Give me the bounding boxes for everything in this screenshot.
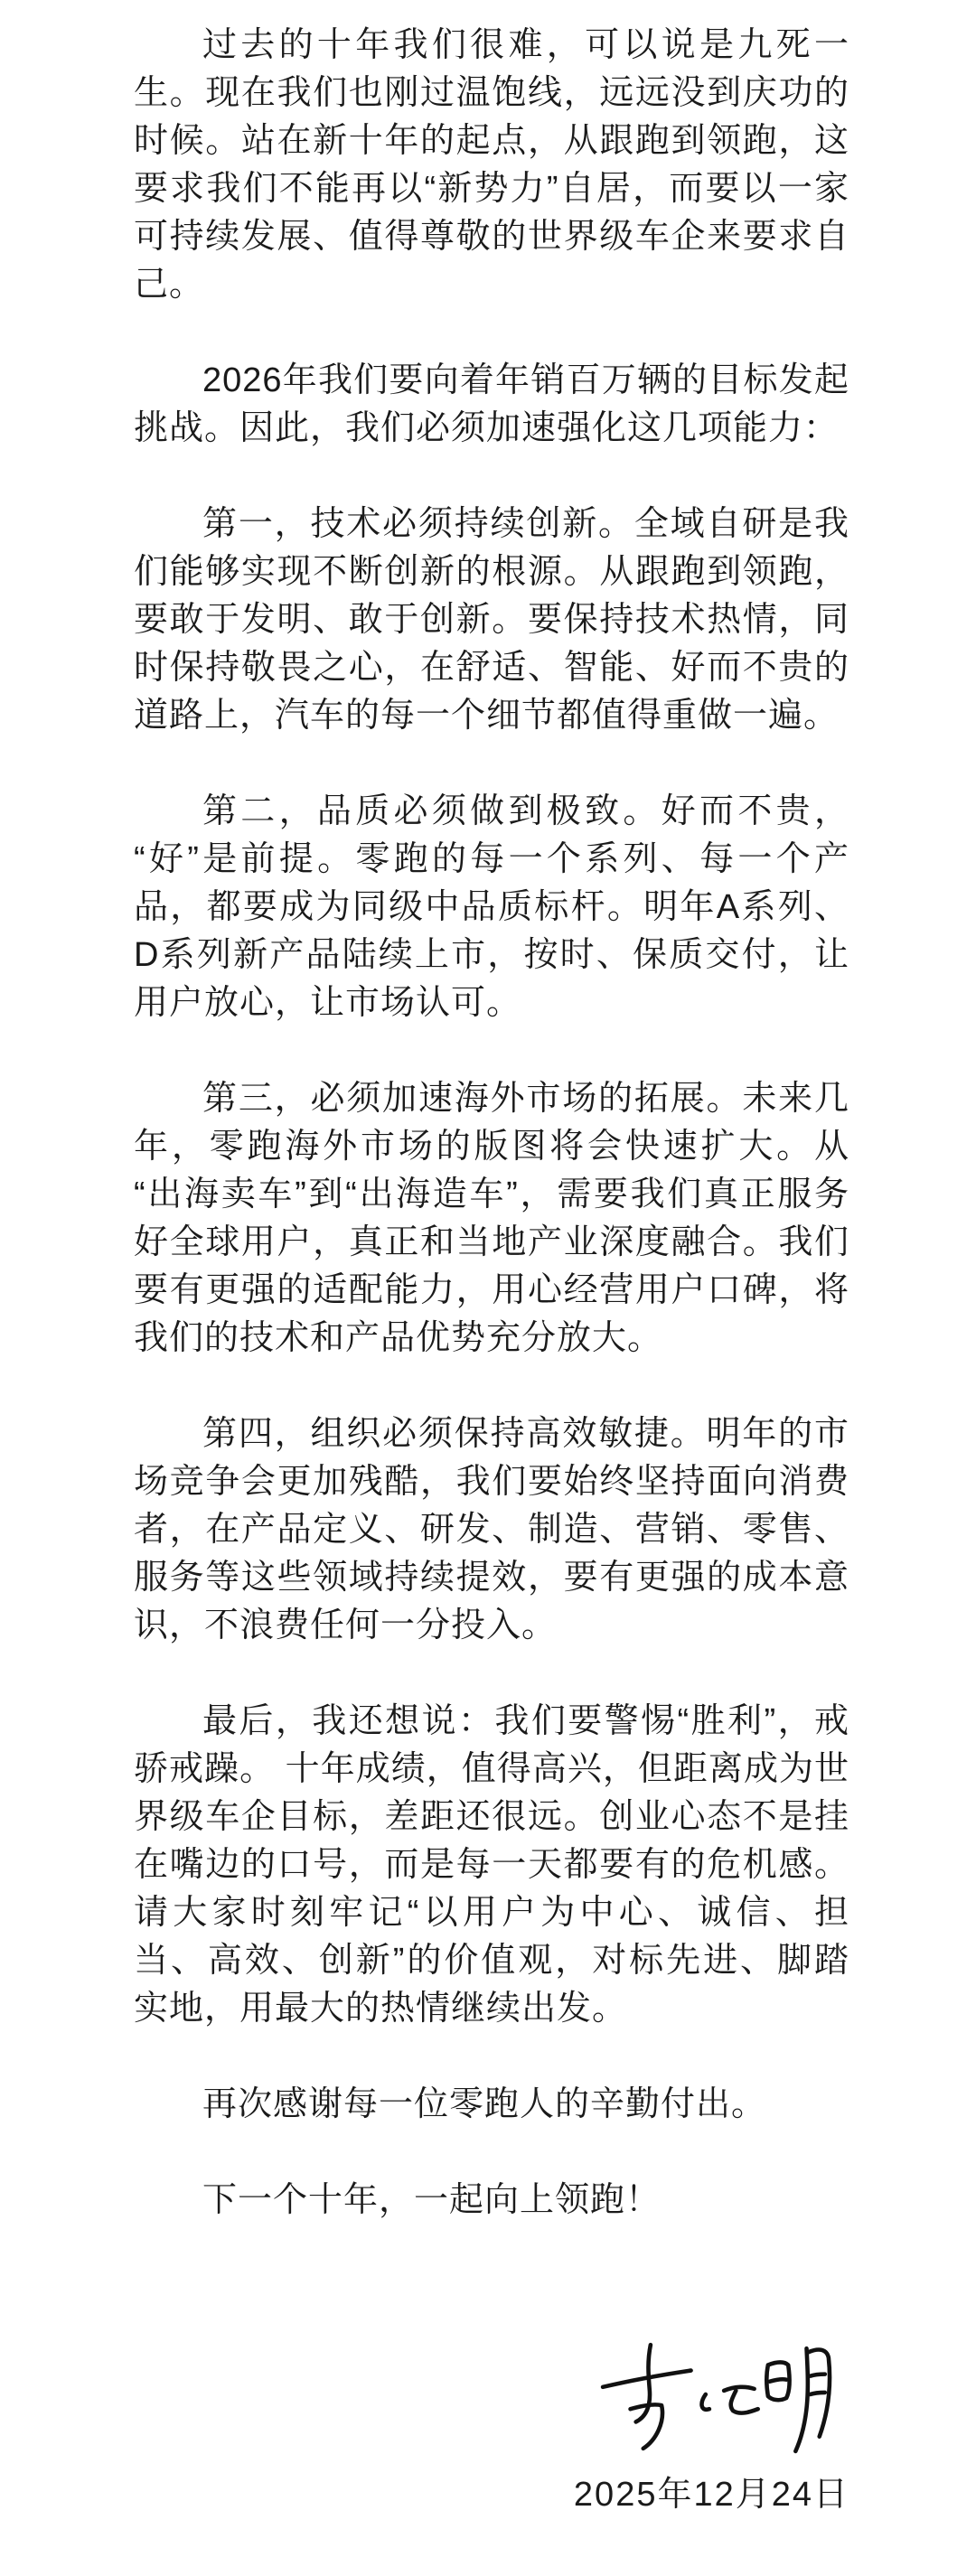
letter-document: [134, 22, 849, 2514]
letter-paragraph: 第三，必须加速海外市场的拓展。未来几年，零跑海外市场的版图将会快速扩大。从“出海卖车”到“出海造车”，需要我们真正服务好全球用户，真正和当地产业深度融合。我们要有更强的适配能力，用心经营用户口碑，将我们的技术和产品优势充分放大。: [134, 1080, 849, 1357]
letter-paragraph: 第一，技术必须持续创新。全域自研是我们能够实现不断创新的根源。从跟跑到领跑，要敢于发明、敢于创新。要保持技术热情，同时保持敬畏之心，在舒适、智能、好而不贵的道路上，汽车的每一个细节都值得重做一遍。: [134, 505, 849, 735]
letter-paragraph: 第四，组织必须保持高效敏捷。明年的市场竞争会更加残酷，我们要始终坚持面向消费者，在产品定义、研发、制造、营销、零售、服务等这些领域持续提效，要有更强的成本意识，不浪费任何一分投入。: [134, 1415, 849, 1644]
signature-handwriting-icon: [586, 2337, 848, 2457]
letter-paragraph: 2026年我们要向着年销百万辆的目标发起挑战。因此，我们必须加速强化这几项能力：: [134, 361, 849, 447]
letter-paragraph: 再次感谢每一位零跑人的辛勤付出。: [202, 2085, 767, 2123]
letter-paragraph: 第二，品质必须做到极致。好而不贵，“好”是前提。零跑的每一个系列、每一个产品，都要成为同级中品质标杆。明年A系列、D系列新产品陆续上市，按时、保质交付，让用户放心，让市场认可。: [134, 792, 849, 1022]
signature-block: [134, 2337, 849, 2514]
letter-paragraph: 下一个十年，一起向上领跑！: [202, 2181, 662, 2219]
letter-date: 2025年12月24日: [573, 2476, 849, 2514]
letter-paragraph: 过去的十年我们很难，可以说是九死一生。现在我们也刚过温饱线，远远没到庆功的时候。站在新十年的起点，从跟跑到领跑，这要求我们不能再以“新势力”自居，而要以一家可持续发展、值得尊敬的世界级车企来要求自己。: [134, 26, 849, 304]
letter-paragraph: 最后，我还想说：我们要警惕“胜利”，戒骄戒躁。 十年成绩，值得高兴，但距离成为世界级车企目标，差距还很远。创业心态不是挂在嘴边的口号，而是每一天都要有的危机感。请大家时刻牢记“以用户为中心、诚信、担当、高效、创新”的价值观，对标先进、脚踏实地，用最大的热情继续出发。: [134, 1702, 849, 2028]
